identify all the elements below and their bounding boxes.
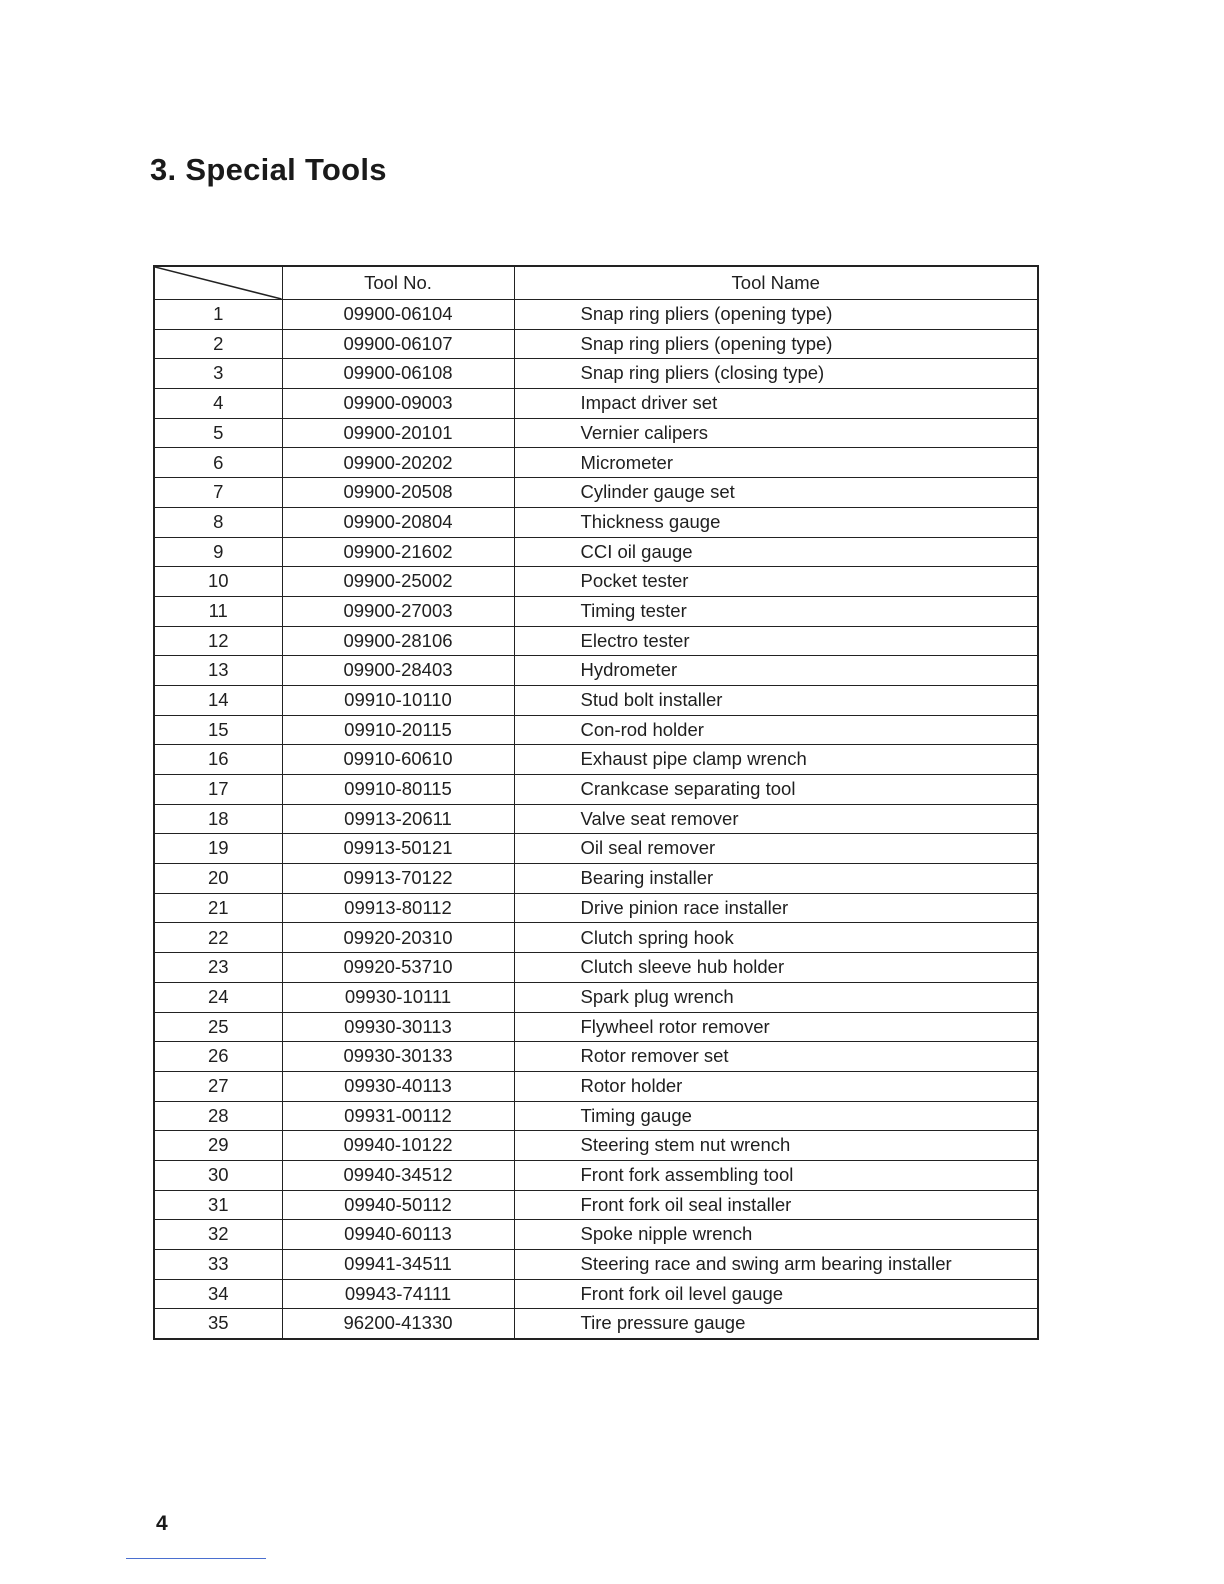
row-index: 6 [154, 448, 282, 478]
tool-name: Rotor remover set [514, 1042, 1038, 1072]
row-index: 3 [154, 359, 282, 389]
row-index: 21 [154, 893, 282, 923]
tool-name: Impact driver set [514, 389, 1038, 419]
table-row [154, 300, 1038, 330]
page-number: 4 [156, 1512, 168, 1535]
tool-name: Front fork assembling tool [514, 1160, 1038, 1190]
tool-name: Timing tester [514, 596, 1038, 626]
tool-number: 09920-53710 [282, 953, 514, 983]
tool-number: 09910-80115 [282, 775, 514, 805]
table-row [154, 953, 1038, 983]
row-index: 9 [154, 537, 282, 567]
row-index: 26 [154, 1042, 282, 1072]
table-row [154, 507, 1038, 537]
tool-name: Steering stem nut wrench [514, 1131, 1038, 1161]
tool-number: 09931-00112 [282, 1101, 514, 1131]
row-index: 32 [154, 1220, 282, 1250]
tool-name: Pocket tester [514, 567, 1038, 597]
row-index: 19 [154, 834, 282, 864]
tool-number: 09900-25002 [282, 567, 514, 597]
header-tool-no: Tool No. [282, 266, 514, 300]
tool-number: 09900-27003 [282, 596, 514, 626]
row-index: 30 [154, 1160, 282, 1190]
table-row [154, 1012, 1038, 1042]
tool-name: Tire pressure gauge [514, 1309, 1038, 1339]
tool-name: Hydrometer [514, 656, 1038, 686]
table-row [154, 923, 1038, 953]
tool-name: Cylinder gauge set [514, 478, 1038, 508]
row-index: 17 [154, 775, 282, 805]
table-row [154, 745, 1038, 775]
tool-number: 09920-20310 [282, 923, 514, 953]
table-row [154, 1220, 1038, 1250]
diagonal-line-icon [155, 267, 282, 299]
table-row [154, 626, 1038, 656]
table-row [154, 596, 1038, 626]
tool-name: Snap ring pliers (opening type) [514, 329, 1038, 359]
row-index: 29 [154, 1131, 282, 1161]
tool-name: Timing gauge [514, 1101, 1038, 1131]
row-index: 11 [154, 596, 282, 626]
tool-number: 09900-09003 [282, 389, 514, 419]
tool-name: Front fork oil seal installer [514, 1190, 1038, 1220]
tool-number: 09900-20202 [282, 448, 514, 478]
tool-number: 09940-10122 [282, 1131, 514, 1161]
table-row [154, 1309, 1038, 1339]
tool-number: 09900-28106 [282, 626, 514, 656]
row-index: 5 [154, 418, 282, 448]
row-index: 18 [154, 804, 282, 834]
table-row [154, 418, 1038, 448]
table-row [154, 685, 1038, 715]
tool-number: 09943-74111 [282, 1279, 514, 1309]
tool-number: 96200-41330 [282, 1309, 514, 1339]
tool-number: 09900-06108 [282, 359, 514, 389]
tool-number: 09913-20611 [282, 804, 514, 834]
row-index: 35 [154, 1309, 282, 1339]
tool-name: Vernier calipers [514, 418, 1038, 448]
tool-number: 09900-20508 [282, 478, 514, 508]
row-index: 28 [154, 1101, 282, 1131]
tool-name: Con-rod holder [514, 715, 1038, 745]
row-index: 34 [154, 1279, 282, 1309]
row-index: 2 [154, 329, 282, 359]
tool-number: 09913-80112 [282, 893, 514, 923]
table-row [154, 715, 1038, 745]
row-index: 22 [154, 923, 282, 953]
tool-number: 09913-50121 [282, 834, 514, 864]
tool-number: 09910-60610 [282, 745, 514, 775]
tool-name: Flywheel rotor remover [514, 1012, 1038, 1042]
table-row [154, 448, 1038, 478]
page-title: 3. Special Tools [150, 152, 387, 187]
table-row [154, 834, 1038, 864]
tool-name: Snap ring pliers (opening type) [514, 300, 1038, 330]
tool-name: Spoke nipple wrench [514, 1220, 1038, 1250]
table-row [154, 478, 1038, 508]
table-row [154, 656, 1038, 686]
tool-number: 09900-06104 [282, 300, 514, 330]
table-row [154, 804, 1038, 834]
table-row [154, 982, 1038, 1012]
tool-name: Thickness gauge [514, 507, 1038, 537]
table-row [154, 359, 1038, 389]
tool-number: 09910-20115 [282, 715, 514, 745]
row-index: 15 [154, 715, 282, 745]
tool-name: Snap ring pliers (closing type) [514, 359, 1038, 389]
tool-name: Valve seat remover [514, 804, 1038, 834]
tool-name: Bearing installer [514, 864, 1038, 894]
table-header-row [154, 266, 1038, 300]
tool-number: 09900-21602 [282, 537, 514, 567]
row-index: 20 [154, 864, 282, 894]
table-row [154, 329, 1038, 359]
tool-name: Drive pinion race installer [514, 893, 1038, 923]
row-index: 12 [154, 626, 282, 656]
table-row [154, 775, 1038, 805]
table-row [154, 1250, 1038, 1280]
tool-name: Crankcase separating tool [514, 775, 1038, 805]
row-index: 25 [154, 1012, 282, 1042]
tool-number: 09913-70122 [282, 864, 514, 894]
row-index: 27 [154, 1071, 282, 1101]
table-row [154, 1279, 1038, 1309]
tool-name: CCI oil gauge [514, 537, 1038, 567]
table-row [154, 567, 1038, 597]
tool-number: 09930-30133 [282, 1042, 514, 1072]
row-index: 31 [154, 1190, 282, 1220]
tool-name: Oil seal remover [514, 834, 1038, 864]
table-row [154, 389, 1038, 419]
tool-name: Front fork oil level gauge [514, 1279, 1038, 1309]
table-row [154, 1190, 1038, 1220]
row-index: 13 [154, 656, 282, 686]
tool-name: Clutch spring hook [514, 923, 1038, 953]
tool-name: Spark plug wrench [514, 982, 1038, 1012]
tool-number: 09930-30113 [282, 1012, 514, 1042]
table-row [154, 1042, 1038, 1072]
row-index: 4 [154, 389, 282, 419]
tool-name: Rotor holder [514, 1071, 1038, 1101]
tool-number: 09900-20804 [282, 507, 514, 537]
tool-number: 09941-34511 [282, 1250, 514, 1280]
row-index: 16 [154, 745, 282, 775]
tool-name: Electro tester [514, 626, 1038, 656]
row-index: 24 [154, 982, 282, 1012]
tool-number: 09900-28403 [282, 656, 514, 686]
table-body [154, 300, 1038, 1340]
table-row [154, 1101, 1038, 1131]
table-row [154, 864, 1038, 894]
bottom-divider [126, 1558, 266, 1559]
table-row [154, 1071, 1038, 1101]
tool-number: 09940-50112 [282, 1190, 514, 1220]
tool-number: 09930-40113 [282, 1071, 514, 1101]
row-index: 33 [154, 1250, 282, 1280]
tool-name: Exhaust pipe clamp wrench [514, 745, 1038, 775]
row-index: 7 [154, 478, 282, 508]
row-index: 8 [154, 507, 282, 537]
row-index: 1 [154, 300, 282, 330]
tool-name: Stud bolt installer [514, 685, 1038, 715]
table-row [154, 1131, 1038, 1161]
table-row [154, 537, 1038, 567]
row-index: 10 [154, 567, 282, 597]
tool-number: 09940-60113 [282, 1220, 514, 1250]
tool-number: 09930-10111 [282, 982, 514, 1012]
tool-number: 09900-20101 [282, 418, 514, 448]
special-tools-table [153, 265, 1039, 1340]
tool-number: 09940-34512 [282, 1160, 514, 1190]
header-tool-name: Tool Name [514, 266, 1038, 300]
tool-number: 09910-10110 [282, 685, 514, 715]
table-row [154, 1160, 1038, 1190]
tool-name: Micrometer [514, 448, 1038, 478]
header-corner-cell [154, 266, 282, 300]
table-row [154, 893, 1038, 923]
tool-name: Clutch sleeve hub holder [514, 953, 1038, 983]
row-index: 23 [154, 953, 282, 983]
tool-name: Steering race and swing arm bearing installer [514, 1250, 1038, 1280]
row-index: 14 [154, 685, 282, 715]
tool-number: 09900-06107 [282, 329, 514, 359]
